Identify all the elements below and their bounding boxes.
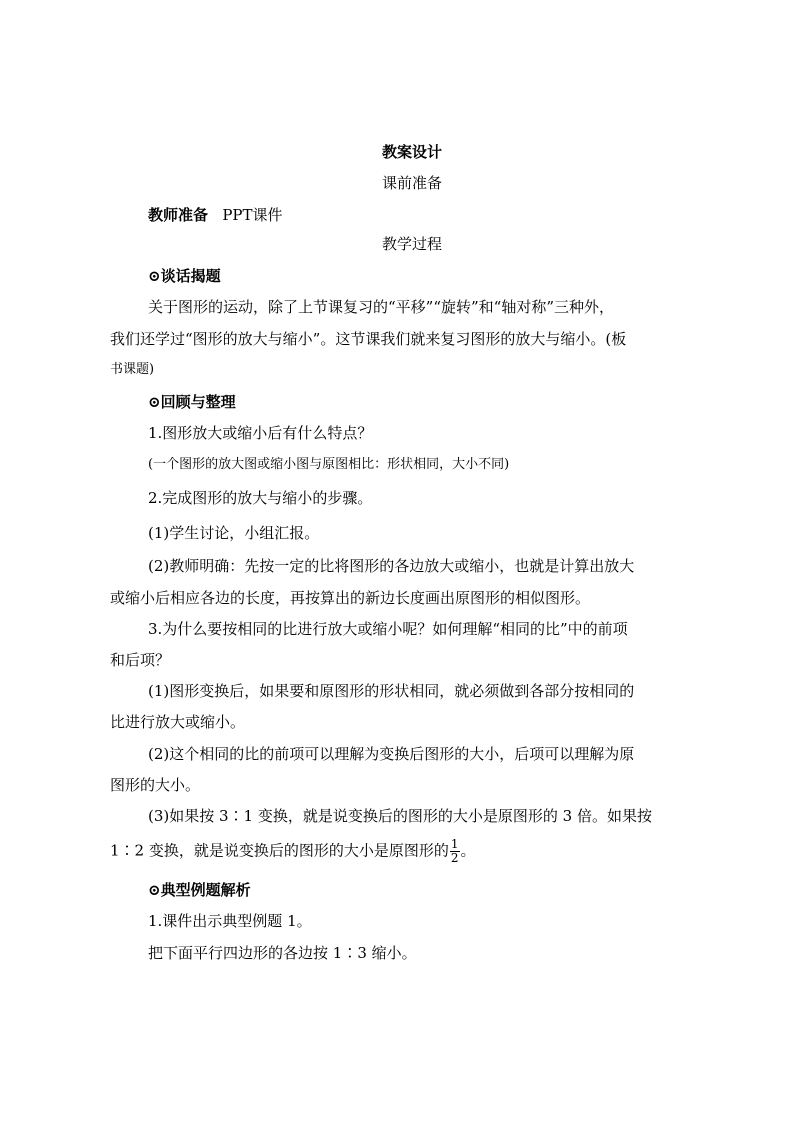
fraction-numerator: 1 (450, 837, 459, 851)
ratio-text: 1∶2 变换，就是说变换后的图形的大小是原图形的 (110, 841, 449, 860)
review-question-3-line: 和后项？ (110, 651, 171, 669)
section-heading-review: ⊙回顾与整理 (148, 393, 236, 411)
ratio-text-end: 。 (460, 841, 476, 860)
review-answer-2b-line: 或缩小后相应各边的长度，再按算出的新边长度画出原图形的相似图形。 (110, 589, 591, 607)
teacher-prep-line (148, 205, 283, 225)
review-question-3-line: 3.为什么要按相同的比进行放大或缩小呢？如何理解“相同的比”中的前项 (148, 620, 628, 638)
teacher-prep-label: 教师准备 (148, 206, 209, 224)
intro-paragraph-line: 关于图形的运动，除了上节课复习的“平移”“旋转”和“轴对称”三种外， (148, 298, 615, 316)
review-answer-2b-line: (2)教师明确：先按一定的比将图形的各边放大或缩小，也就是计算出放大 (148, 557, 635, 575)
intro-paragraph-line: 我们还学过“图形的放大与缩小”。这节课我们就来复习图形的放大与缩小。(板 (110, 330, 627, 348)
prep-heading: 课前准备 (381, 174, 442, 192)
intro-paragraph-line: 书课题) (110, 362, 155, 377)
review-answer-3a-line: (1)图形变换后，如果要和原图形的形状相同，就必须做到各部分按相同的 (148, 682, 635, 700)
review-answer-1: (一个图形的放大图或缩小图与原图相比：形状相同，大小不同) (148, 457, 510, 472)
teacher-prep-value: PPT课件 (222, 206, 283, 224)
review-answer-3c-line: (3)如果按 3∶1 变换，就是说变换后的图形的大小是原图形的 3 倍。如果按 (148, 807, 652, 825)
review-answer-3b-line: (2)这个相同的比的前项可以理解为变换后图形的大小，后项可以理解为原 (148, 745, 635, 763)
process-heading: 教学过程 (381, 235, 442, 253)
doc-title: 教案设计 (381, 143, 442, 161)
review-question-2: 2.完成图形的放大与缩小的步骤。 (148, 489, 373, 507)
section-heading-intro: ⊙谈话揭题 (148, 267, 221, 285)
example-1-task: 把下面平行四边形的各边按 1∶3 缩小。 (148, 944, 417, 962)
example-1: 1.课件出示典型例题 1。 (148, 912, 312, 930)
section-heading-examples: ⊙典型例题解析 (148, 881, 251, 899)
review-answer-3c-line (110, 838, 476, 865)
fraction-denominator: 2 (450, 851, 459, 865)
review-answer-3b-line: 图形的大小。 (110, 776, 201, 794)
review-question-1: 1.图形放大或缩小后有什么特点？ (148, 424, 373, 442)
fraction-one-half (450, 838, 460, 865)
review-answer-3a-line: 比进行放大或缩小。 (110, 713, 246, 731)
review-answer-2a: (1)学生讨论，小组汇报。 (148, 524, 320, 542)
